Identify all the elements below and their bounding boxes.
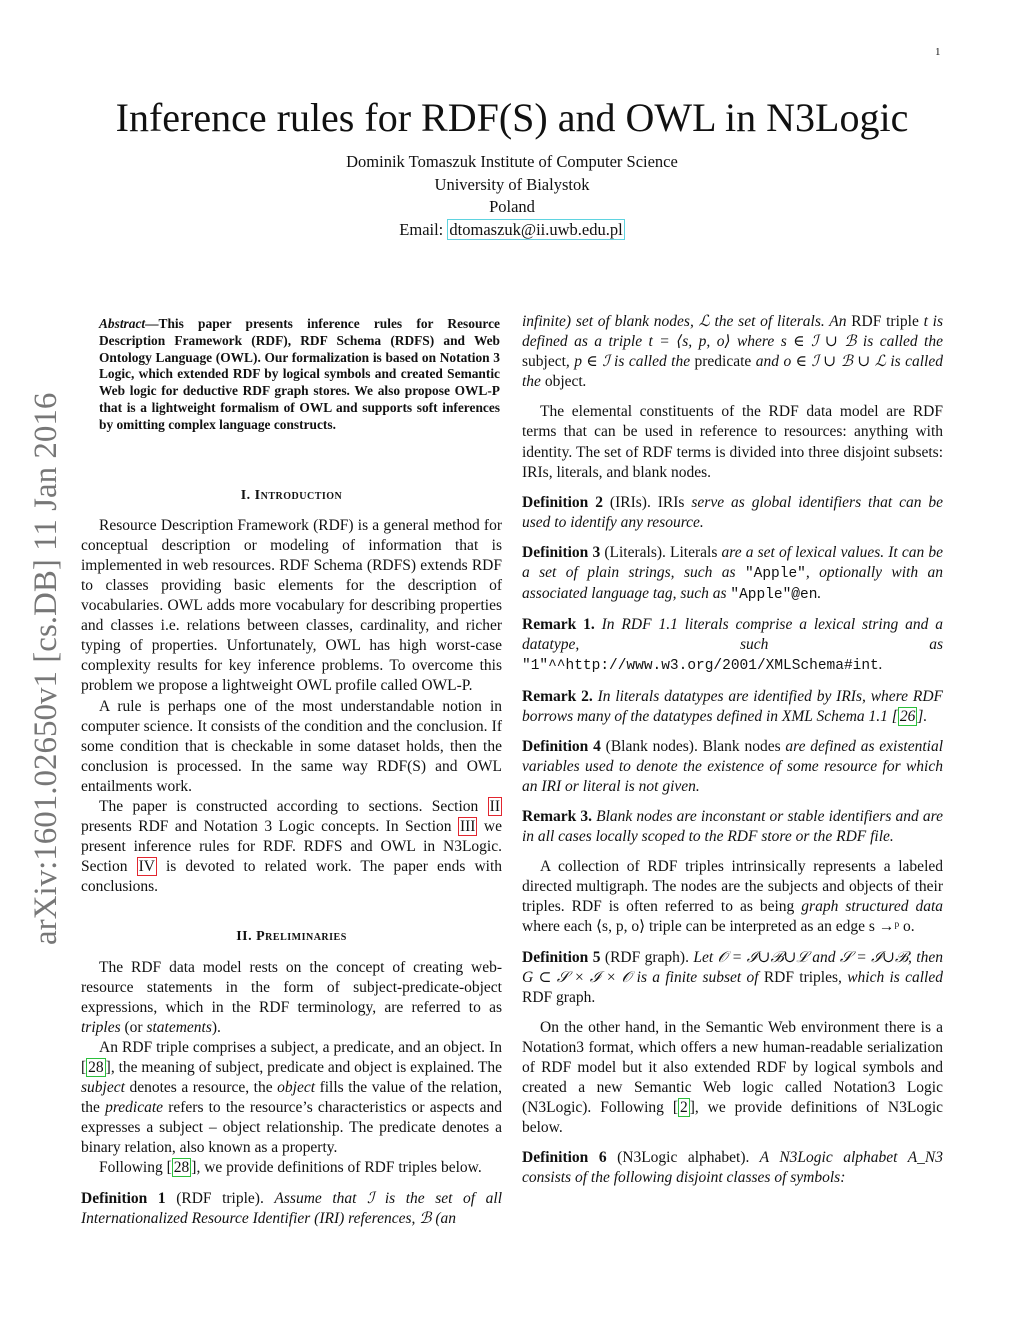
remark-text: .	[878, 656, 883, 674]
definition-1-continued	[522, 312, 943, 392]
text-run: where each ⟨s, p, o⟩ triple can be interpreted as an edge s →ᵖ o.	[522, 918, 915, 936]
text-run: graph structured data	[801, 898, 943, 916]
n3logic-paragraph	[522, 1018, 943, 1139]
remark-text: ].	[917, 707, 928, 725]
section-ref-link[interactable]: II	[489, 797, 500, 815]
definition-2	[522, 493, 943, 533]
definition-text: , which is called	[838, 968, 943, 986]
abstract	[81, 312, 502, 434]
affiliation-line: University of Bialystok	[434, 174, 590, 194]
text-run: RDF triples	[763, 968, 839, 986]
definition-1	[81, 1189, 502, 1229]
definition-3	[522, 543, 943, 605]
text-run: denotes a resource, the	[124, 1079, 278, 1097]
prelim-paragraph-3	[81, 1158, 502, 1178]
text-run: ], we provide definitions of N3Logic below.	[522, 1099, 944, 1137]
definition-text: are a set of lexical values. It can be a set of plain strings, such as	[522, 543, 943, 582]
code-literal: "Apple"	[744, 566, 806, 583]
citation-link[interactable]: 26	[899, 707, 916, 725]
text-run: fills the value of the relation, the	[81, 1079, 502, 1117]
remark-3	[522, 807, 943, 847]
definition-6	[522, 1148, 943, 1188]
right-column	[522, 312, 943, 1189]
email-link[interactable]: dtomaszuk@ii.uwb.edu.pl	[449, 219, 623, 239]
left-column	[81, 312, 502, 1229]
remark-text: In literals datatypes are identified by IRIs, where RDF borrows many of the datatypes defined in XML Schema 1.1 [	[522, 687, 944, 725]
text-run: predicate	[105, 1099, 164, 1117]
section-ref-link[interactable]: IV	[138, 858, 155, 876]
page-number: 1	[935, 46, 941, 58]
text-run: ).	[211, 1018, 221, 1036]
definition-label: Definition 6	[522, 1149, 607, 1167]
author-line: Dominik Tomaszuk Institute of Computer Science	[346, 152, 678, 171]
graph-paragraph	[522, 857, 943, 937]
definition-label: Definition 4	[522, 737, 601, 755]
author-block	[0, 151, 1024, 241]
text-run: IRIs	[650, 493, 685, 511]
code-literal: "Apple"@en	[730, 587, 818, 604]
text-run: we present inference rules for RDF. RDFS and OWL in N3Logic. Section	[81, 818, 503, 876]
abstract-dash: —	[145, 316, 159, 331]
remark-text: Blank nodes are inconstant or stable identifiers and are in all cases locally scoped to the RDF store or the RDF file.	[522, 807, 944, 846]
email-label: Email:	[399, 219, 444, 239]
intro-paragraph-1: Resource Description Framework (RDF) is a general method for conceptual description or modeling of information that is implemented in web resources. RDF Schema (RDFS) extends RDF to classes providing basic elements for the description of vocabularies. OWL adds more vocabulary for describing properties and classes i.e. relations between classes, cardinality, and richer typing of properties. Unfortunately, OWL has high worst-case complexity results for key inference problems. To overcome this problem we propose a lightweight OWL profile called OWL-P.	[81, 516, 502, 695]
definition-label: Definition 5	[522, 948, 601, 966]
definition-name: (RDF triple).	[176, 1189, 264, 1207]
remark-1	[522, 615, 943, 676]
definition-label: Definition 1	[81, 1189, 166, 1207]
text-run: is devoted to related work. The paper ends with conclusions.	[81, 858, 503, 896]
citation-link[interactable]: 28	[173, 1159, 190, 1177]
text-run: and o ∈ ℐ ∪ ℬ ∪ ℒ is called the	[522, 353, 943, 391]
definition-text: .	[817, 585, 822, 603]
definition-text: Assume that ℐ is the set of all Internationalized Resource Identifier (IRI) references, ℬ (an	[81, 1189, 503, 1227]
definition-name: (Literals).	[604, 543, 666, 561]
remark-label: Remark 2.	[522, 687, 593, 705]
prelim-paragraph-1	[81, 958, 502, 1038]
section-ref-link[interactable]: III	[459, 818, 476, 836]
rdf-terms-paragraph: The elemental constituents of the RDF data model are RDF terms that can be used in reference to resources: anything with identity. The set of RDF terms is divided into three disjoint subsets: IRIs, literals, and blank nodes.	[522, 403, 943, 481]
intro-paragraph-2: A rule is perhaps one of the most understandable notion in computer science. It consists of the condition and the conclusion. If some condition that is checkable in some dataset holds, then the conclusion is processed. In the same way RDF(S) and OWL entailments work.	[81, 697, 502, 795]
text-run: t is defined as a triple t = ⟨s, p, o⟩ where s ∈ ℐ ∪ ℬ is called the	[522, 313, 943, 351]
intro-paragraph-3	[81, 797, 502, 897]
text-run: object	[277, 1079, 316, 1097]
definition-label: Definition 3	[522, 543, 601, 561]
text-run: An RDF triple comprises a subject, a predicate, and an object. In [	[81, 1038, 502, 1077]
text-run: The paper is constructed according to sections. Section	[99, 797, 488, 815]
section-heading-preliminaries: II. Preliminaries	[236, 929, 347, 945]
definition-label: Definition 2	[522, 493, 603, 511]
definition-text: A N3Logic alphabet A_N3 consists of the following disjoint classes of symbols:	[522, 1149, 944, 1187]
definition-name: (Blank nodes).	[605, 737, 698, 755]
definition-text: Let 𝒪 = ℐ∪ℬ∪ℒ and 𝒮 = ℐ∪ℬ, then G ⊂ 𝒮 × ℐ × 𝒪 is a finite subset of	[522, 948, 943, 986]
text-run: RDF triple	[851, 313, 919, 330]
definition-5	[522, 948, 943, 1008]
section-heading-introduction: I. Introduction	[240, 487, 343, 503]
text-run: Literals	[665, 543, 718, 561]
text-run: refers to the resource’s characteristics or aspects and expresses a subject – object relationship. The predicate denotes a binary relation, also known as a property.	[81, 1099, 503, 1157]
remark-label: Remark 1.	[522, 616, 595, 634]
text-run: statements	[146, 1018, 212, 1036]
paper-title: Inference rules for RDF(S) and OWL in N3Logic	[115, 95, 909, 140]
remark-2	[522, 687, 943, 727]
text-run: object	[544, 373, 583, 391]
definition-name: (RDF graph).	[604, 948, 689, 966]
text-run: infinite) set of blank nodes, ℒ the set of literals. An	[522, 313, 852, 330]
definition-text: , optionally with an associated language tag, such as	[522, 564, 943, 603]
abstract-text: This paper presents inference rules for Resource Description Framework (RDF), RDF Schema (RDFS) and Web Ontology Language (OWL). Our formalization is based on Notation 3 Logic, which extended RDF by logical symbols and created Semantic Web logic for deductive RDF graph stores. We also propose OWL-P that is a lightweight formalism of OWL and supports soft inferences by omitting complex language constructs.	[99, 316, 500, 432]
definition-name: (N3Logic alphabet).	[617, 1149, 750, 1167]
text-run: ], the meaning of subject, predicate and object is explained. The	[105, 1059, 502, 1077]
remark-text: In RDF 1.1 literals comprise a lexical string and a datatype, such as	[522, 616, 943, 654]
text-run: The RDF data model rests on the concept of creating web-resource statements in the form of subject-predicate-object expressions, which in the RDF terminology, are referred to as	[81, 958, 502, 1016]
text-run: Blank nodes	[697, 737, 781, 755]
citation-link[interactable]: 28	[88, 1059, 104, 1077]
abstract-lead: Abstract	[99, 316, 146, 331]
text-run: A collection of RDF triples intrinsically represents a labeled directed multigraph. The nodes are the subjects and objects of their triples. RDF is often referred to as being	[522, 858, 943, 916]
definition-text: are defined as existential variables used to denote the existence of some resource for which an IRI or literal is not given.	[522, 737, 943, 795]
citation-link[interactable]: 2	[680, 1099, 688, 1117]
email-line	[0, 219, 1024, 242]
text-run: subject	[522, 353, 566, 371]
text-run: .	[591, 988, 596, 1006]
text-run: RDF graph	[522, 988, 592, 1006]
text-run: predicate	[694, 353, 752, 371]
remark-label: Remark 3.	[522, 807, 592, 825]
text-run: ], we provide definitions of RDF triples below.	[191, 1159, 482, 1177]
text-run: (or	[120, 1018, 147, 1036]
text-run: .	[582, 373, 587, 391]
definition-text: serve as global identifiers that can be used to identify any resource.	[522, 493, 944, 531]
text-run: Following [	[99, 1159, 172, 1177]
prelim-paragraph-2	[81, 1038, 502, 1159]
arxiv-side-stamp: arXiv:1601.02650v1 [cs.DB] 11 Jan 2016	[28, 392, 64, 945]
country-line: Poland	[489, 197, 535, 216]
text-run: triples	[81, 1018, 121, 1036]
code-literal: "1"^^http://www.w3.org/2001/XMLSchema#int	[522, 658, 879, 675]
text-run: presents RDF and Notation 3 Logic concepts. In Section	[81, 818, 458, 836]
text-run: On the other hand, in the Semantic Web environment there is a Notation3 format, which offers a new human-readable serialization of RDF model but it also extended RDF by logical symbols and created a new Semantic Web logic called Notation3 Logic (N3Logic). Following [	[522, 1018, 943, 1117]
text-run: subject	[81, 1079, 125, 1097]
definition-name: (IRIs).	[609, 493, 651, 511]
definition-4	[522, 737, 943, 797]
text-run: , p ∈ ℐ is called the	[565, 353, 695, 371]
